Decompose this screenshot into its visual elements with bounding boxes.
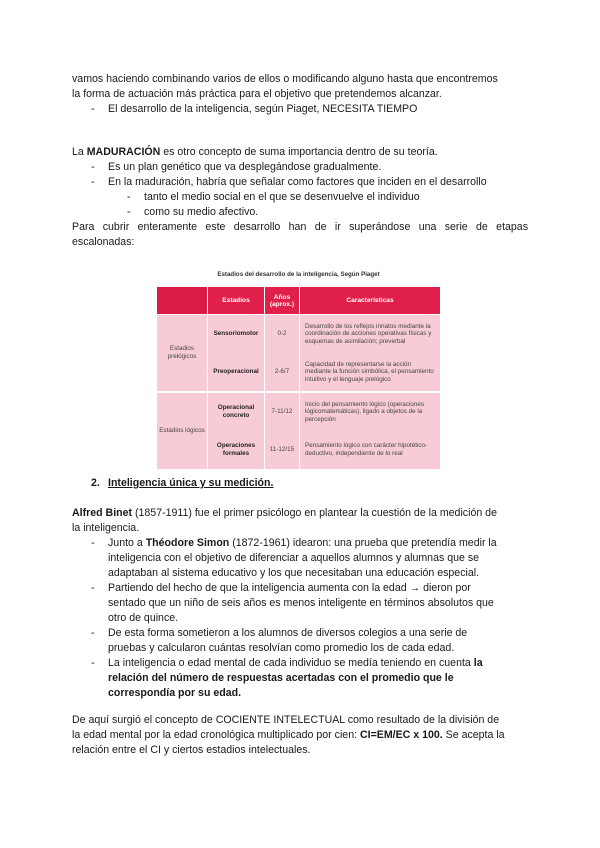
bullet-dash: - [91, 537, 95, 549]
header-estadios: Estadios [208, 287, 264, 314]
section-heading: Inteligencia única y su medición. [108, 477, 274, 489]
table-title: Estadios del desarrollo de la inteligencia, Según Piaget [217, 271, 380, 278]
stage-description: Inicio del pensamiento lógico (operaciones lógicomatemáticas), ligado a objetos de la percepción [300, 393, 440, 431]
binet-bullet-1-line-3: adaptaban al sistema educativo y los que necesitaban una educación especial. [108, 567, 480, 579]
piaget-stages-table [157, 265, 440, 469]
stage-description: Capacidad de representarse la acción mediante la función simbólica, el pensamiento intuitivo y el lenguaje prelógico [300, 353, 440, 391]
ci-line-3: relación entre el CI y ciertos estadios intelectuales. [72, 744, 311, 756]
simon-name: Théodore Simon [145, 537, 230, 549]
binet-intro-line-1: Alfred Binet (1857-1911) fue el primer psicólogo en plantear la cuestión de la medición de [72, 507, 497, 519]
binet-bullet-4-line-1: La inteligencia o edad mental de cada individuo se medía teniendo en cuenta la [108, 657, 483, 669]
binet-bullet-4-line-3: correspondía por su edad. [108, 687, 242, 699]
ci-formula: CI=EM/EC x 100. [359, 729, 443, 741]
maduracion-para-line-1: Para cubrir enteramente este desarrollo han de ir superándose una serie de etapas [72, 221, 528, 233]
stage-description: Desarrollo de los reflejos innatos mediante la coordinación de acciones operativas físicas y esquemas de asimilación; preverbal [300, 315, 440, 353]
binet-intro-line-2: la inteligencia. [72, 522, 140, 534]
intro-line-1: vamos haciendo combinando varios de ellos o modificando alguno hasta que encontremos [72, 73, 498, 85]
bullet-dash: - [91, 176, 95, 188]
maduracion-bullet-2: En la maduración, habría que señalar como factores que inciden en el desarrollo [108, 176, 487, 188]
maduracion-sub-2: como su medio afectivo. [144, 206, 259, 218]
stage-name: Operaciones formales [208, 431, 264, 469]
group-label-prelogicos: Estadios prelógicos [157, 315, 207, 391]
header-anos: Años (aprox.) [265, 287, 299, 314]
maduracion-para-line-2: escalonadas: [72, 236, 135, 248]
bullet-dash: - [91, 657, 95, 669]
bullet-dash: - [127, 191, 131, 203]
intro-line-2: la forma de actuación más práctica para el objetivo que pretendemos alcanzar. [72, 88, 442, 100]
bullet-dash: - [91, 627, 95, 639]
section-number: 2. [91, 477, 100, 489]
maduracion-term: MADURACIÓN [86, 146, 161, 158]
stage-name: Sensoriomotor [208, 315, 264, 353]
bullet-dash: - [91, 582, 95, 594]
binet-bullet-2-line-1: Partiendo del hecho de que la inteligencia aumenta con la edad → dieron por [108, 582, 471, 594]
stage-name: Operacional concreto [208, 393, 264, 431]
bullet-dash: - [91, 161, 95, 173]
table-header-blank [157, 287, 207, 314]
stage-name: Preoperacional [208, 353, 264, 391]
binet-bullet-1-line-2: inteligencia con el objetivo de diferenciar a aquellos alumnos y alumnas que se [108, 552, 480, 564]
stage-years: 11-12/15 [265, 431, 299, 469]
ci-line-2: la edad mental por la edad cronológica multiplicado por cien: CI=EM/EC x 100. Se acepta la [72, 729, 505, 741]
maduracion-sub-1: tanto el medio social en el que se desenvuelve el individuo [144, 191, 420, 203]
group-label-logicos: Estadios lógicos [157, 393, 207, 469]
bullet-dash: - [91, 103, 95, 115]
binet-bullet-3-line-1: De esta forma sometieron a los alumnos de diversos colegios a una serie de [108, 627, 468, 639]
header-caracteristicas: Características [300, 287, 440, 314]
stage-years: 0-2 [265, 315, 299, 353]
maduracion-paragraph: La MADURACIÓN es otro concepto de suma importancia dentro de su teoría. [72, 146, 438, 158]
binet-bullet-4-line-2: relación del número de respuestas acertadas con el promedio que le [108, 672, 454, 684]
binet-bullet-2-line-2: sentado que un niño de seis años es menos inteligente en términos absolutos que [108, 597, 494, 609]
ci-line-1: De aquí surgió el concepto de COCIENTE INTELECTUAL como resultado de la división de [72, 714, 500, 726]
intro-bullet: El desarrollo de la inteligencia, según Piaget, NECESITA TIEMPO [108, 103, 418, 115]
maduracion-bullet-1: Es un plan genético que va desplegándose gradualmente. [108, 161, 382, 173]
stage-description: Pensamiento lógico con carácter hipotético-deductivo, independiente de lo real [300, 431, 440, 469]
stage-years: 2-6/7 [265, 353, 299, 391]
binet-bullet-3-line-2: pruebas y calcularon cuántas resolvían como promedio los de cada edad. [108, 642, 455, 654]
binet-bullet-2-line-3: otro de quince. [108, 612, 179, 624]
bullet-dash: - [127, 206, 131, 218]
binet-bullet-1-line-1: Junto a Théodore Simon (1872-1961) idearon: una prueba que pretendía medir la [108, 537, 497, 549]
binet-name: Alfred Binet [72, 507, 133, 519]
stage-years: 7-11/12 [265, 393, 299, 431]
